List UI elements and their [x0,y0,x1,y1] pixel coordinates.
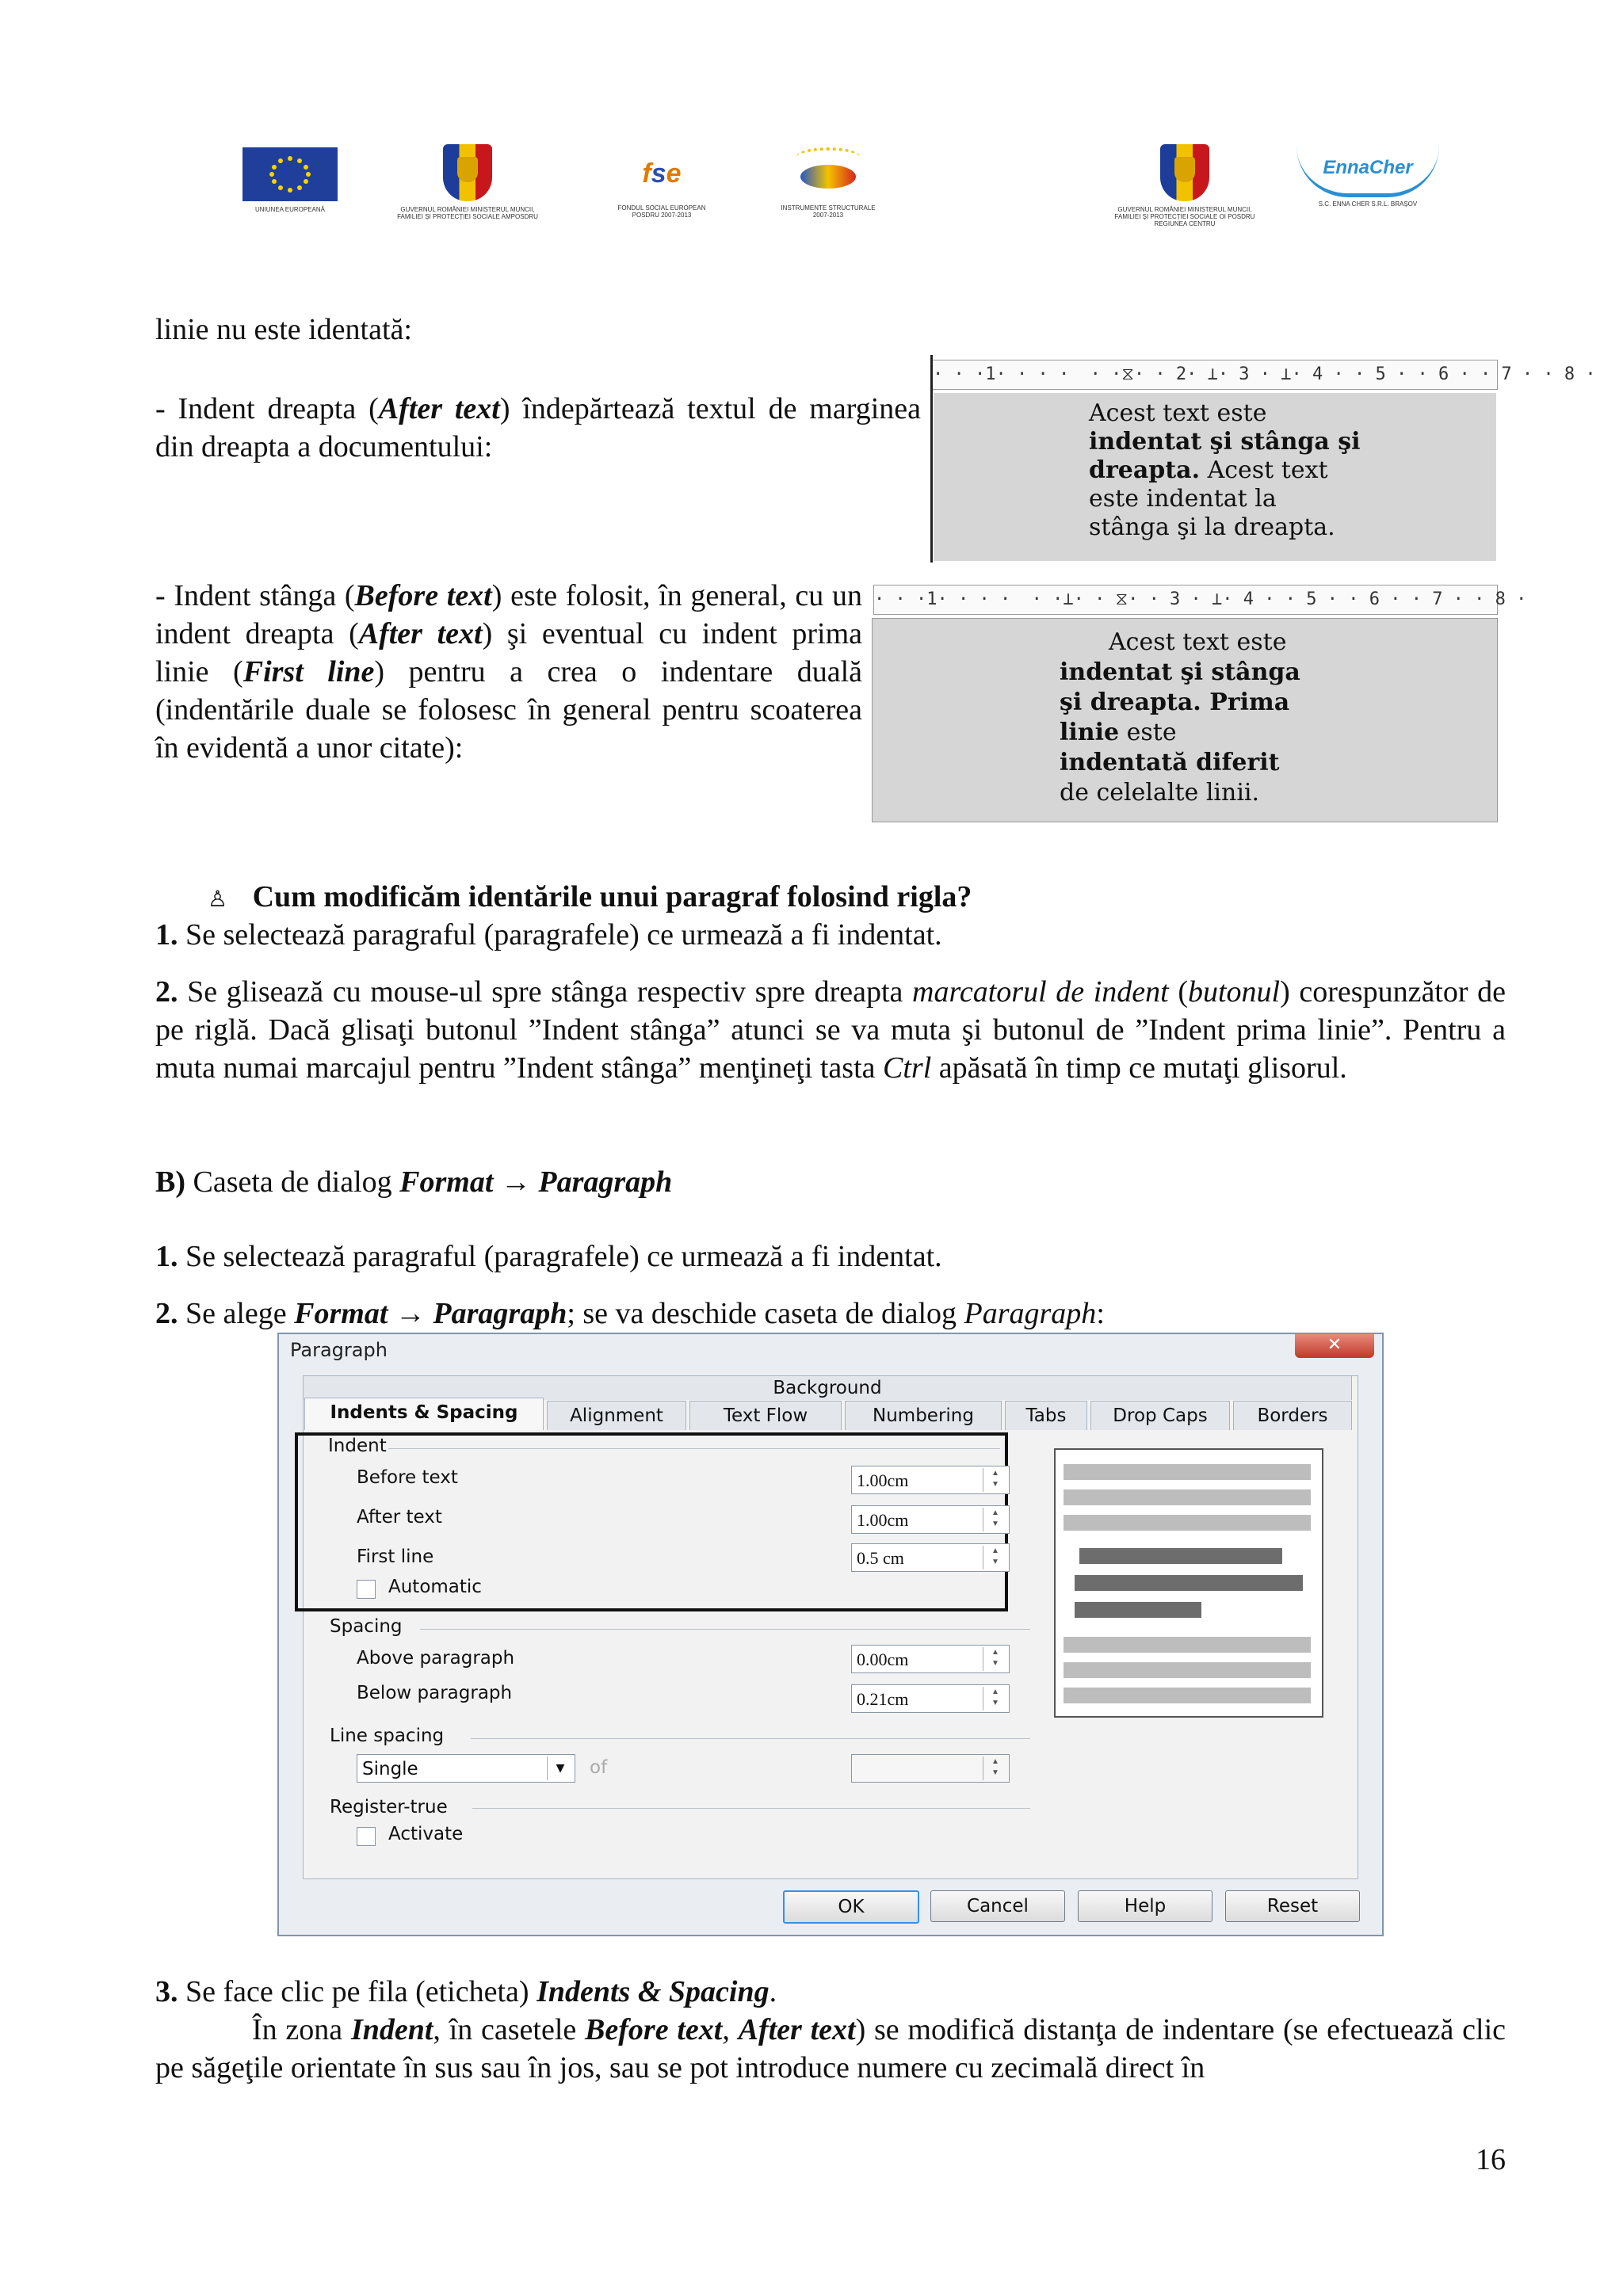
logo-caption: S.C. ENNA CHER S.R.L. BRAȘOV [1318,200,1418,208]
above-paragraph-label: Above paragraph [357,1648,515,1669]
preview-line: Acest text este [1109,628,1287,656]
step-b-1: 1. Se selectează paragraful (paragrafele) ce urmează a fi indentat. [155,1240,942,1273]
ruler-1: · · ·1· · · · · ·⧖· · 2· ⊥· 3 · ⊥· 4 · · 5 · · 6 · · 7 · · 8 · [932,360,1498,390]
step-1: 1. Se selectează paragraful (paragrafele) ce urmează a fi indentat. [155,918,942,952]
paragraph-indent-zone: În zona Indent, în casetele Before text, After text) se modifică distanţa de indentare (se efectuează clic pe săgeţile orientate în sus sau în jos, sau se pot introduce numere cu zecimală direct în [155,2013,1506,2084]
fse-icon: fse [642,158,682,189]
step-b-3: 3. Se face clic pe fila (eticheta) Indents & Spacing. [155,1975,777,2008]
step-b-2: 2. Se alege Format → Paragraph; se va deschide caseta de dialog Paragraph: [155,1297,1105,1330]
instrumente-structurale-icon [789,143,868,201]
cancel-button[interactable]: Cancel [930,1890,1065,1922]
eu-flag-icon [242,147,338,201]
below-paragraph-input[interactable]: 0.21cm ▲ ▼ [851,1684,1010,1713]
page-number: 16 [1476,2143,1506,2176]
preview-indent-right [934,393,1496,561]
after-text-label: After text [357,1507,442,1527]
register-true-label: Register-true [330,1797,448,1817]
ruler-2: · · ·1· · · · · ·⊥· · ⧖· · 3 · ⊥· 4 · · 5 · · 6 · · 7 · · 8 · [873,585,1498,615]
paragraph-indent-left: - Indent stânga (Before text) este folosit, în general, cu un indent dreapta (After text) şi eventual cu indent prima linie (First line) pentru a crea o indentare duală (indentările duale se folosesc în general pentru scoaterea în evidentă a unor citate): [155,579,862,765]
logo-caption: UNIUNEA EUROPEANĂ [254,206,326,213]
spinner-icon[interactable]: ▲ ▼ [983,1756,1007,1780]
spinner-icon[interactable]: ▲ ▼ [983,1687,1007,1711]
logo-caption: GUVERNUL ROMÂNIEI MINISTERUL MUNCII, FAMILIEI ȘI PROTECȚIEI SOCIALE AMPOSDRU [397,206,538,220]
step-2: 2. Se glisează cu mouse-ul spre stânga respectiv spre dreapta marcatorul de indent (butonul) corespunzător de pe riglă. Dacă glisaţi butonul ”Indent stânga” atunci se va muta şi butonul de ”Indent prima linie”. Pentru a muta numai marcajul pentru ”Indent stânga” menţineţi tasta Ctrl apăsată în timp ce mutaţi glisorul. [155,975,1507,1085]
paragraph-indent-right: - Indent dreapta (After text) îndepărtează textul de marginea din dreapta a documentului: [155,392,921,463]
reset-button[interactable]: Reset [1225,1890,1360,1922]
before-text-label: Before text [357,1467,458,1488]
spinner-icon[interactable]: ▲ ▼ [983,1468,1007,1492]
after-text-input[interactable]: 1.00cm ▲ ▼ [851,1505,1010,1534]
preview-bar [1064,1637,1311,1653]
ruler-1-left-border [930,355,933,563]
below-paragraph-label: Below paragraph [357,1683,513,1703]
spinner-icon[interactable]: ▲ ▼ [983,1508,1007,1531]
bullet-icon: ♙ [208,887,228,912]
tab-drop-caps[interactable]: Drop Caps [1090,1401,1230,1430]
preview-line: este indentat la [1089,485,1277,513]
automatic-label: Automatic [388,1577,482,1597]
preview-bar [1064,1662,1311,1678]
separator [420,1629,1030,1630]
preview-line: dreapta. Acest text [1089,456,1328,484]
automatic-checkbox[interactable] [357,1580,376,1599]
preview-bar [1075,1602,1201,1618]
dialog-title: Paragraph [290,1339,388,1361]
activate-checkbox[interactable] [357,1827,376,1846]
of-label: of [590,1757,608,1778]
above-paragraph-input[interactable]: 0.00cm ▲ ▼ [851,1645,1010,1673]
indent-section-label: Indent [328,1436,387,1456]
tab-numbering[interactable]: Numbering [845,1401,1002,1430]
line-spacing-of-input[interactable] [851,1754,1010,1783]
tab-text-flow[interactable]: Text Flow [689,1401,842,1430]
logo-caption: INSTRUMENTE STRUCTURALE 2007-2013 [781,204,876,219]
before-text-input[interactable]: 1.00cm ▲ ▼ [851,1466,1010,1494]
ennacher-logo [1289,146,1447,208]
spacing-section-label: Spacing [330,1616,403,1637]
separator [472,1808,1030,1809]
paragraph-line-not-indented: linie nu este identată: [155,313,412,346]
ennacher-brand: EnnaCher [1296,146,1439,197]
ok-button[interactable]: OK [783,1890,919,1924]
preview-line: şi dreapta. Prima [1060,688,1290,716]
preview-bar [1064,1515,1311,1531]
eu-logo [235,147,346,213]
tab-tabs[interactable]: Tabs [1005,1401,1087,1430]
crest-icon [1160,144,1209,201]
tab-alignment[interactable]: Alignment [547,1401,686,1430]
preview-line: indentat şi stânga [1060,658,1300,686]
preview-line: Acest text este [1089,399,1267,427]
line-spacing-section-label: Line spacing [330,1726,445,1746]
section-b-heading: B) Caseta de dialog Format → Paragraph [155,1165,673,1199]
tab-background[interactable]: Background [303,1375,1352,1400]
preview-line: stânga şi la dreapta. [1089,513,1335,541]
instrumente-structurale-logo [773,143,884,219]
tab-indents-spacing[interactable]: Indents & Spacing [304,1398,544,1430]
preview-line: linie este [1060,719,1177,746]
logo-caption: FONDUL SOCIAL EUROPEAN POSDRU 2007-2013 [617,204,706,219]
preview-line: indentat şi stânga şi [1089,428,1361,456]
preview-line: indentată diferit [1060,749,1280,776]
gov-crest-logo-2 [1109,144,1260,227]
activate-label: Activate [388,1824,464,1844]
preview-line: de celelalte linii. [1060,779,1260,807]
separator [471,1738,1030,1739]
preview-bar [1075,1575,1303,1591]
fse-logo [610,146,713,219]
first-line-label: First line [357,1547,434,1567]
paragraph-preview [1054,1448,1323,1718]
crest-icon [443,144,492,201]
spinner-icon[interactable]: ▲ ▼ [983,1546,1007,1569]
help-button[interactable]: Help [1078,1890,1212,1922]
preview-bar [1064,1688,1311,1703]
line-spacing-select[interactable]: Single ▼ [357,1754,575,1783]
preview-bar [1079,1548,1282,1564]
first-line-input[interactable]: 0.5 cm ▲ ▼ [851,1543,1010,1572]
tab-borders[interactable]: Borders [1233,1401,1352,1430]
logo-caption: GUVERNUL ROMÂNIEI MINISTERUL MUNCII, FAMILIEI ȘI PROTECȚIEI SOCIALE OI POSDRU REGIUNEA CENTRU [1114,206,1255,227]
spinner-icon[interactable]: ▲ ▼ [983,1647,1007,1671]
separator [388,1448,1000,1449]
preview-dual-indent [872,618,1498,822]
close-button[interactable]: ✕ [1295,1334,1374,1358]
preview-bar [1064,1464,1311,1480]
chevron-down-icon[interactable]: ▼ [547,1756,573,1780]
gov-crest-logo [396,144,539,220]
preview-bar [1064,1489,1311,1505]
section-heading: ♙ Cum modificăm identările unui paragraf folosind rigla? [208,880,972,913]
